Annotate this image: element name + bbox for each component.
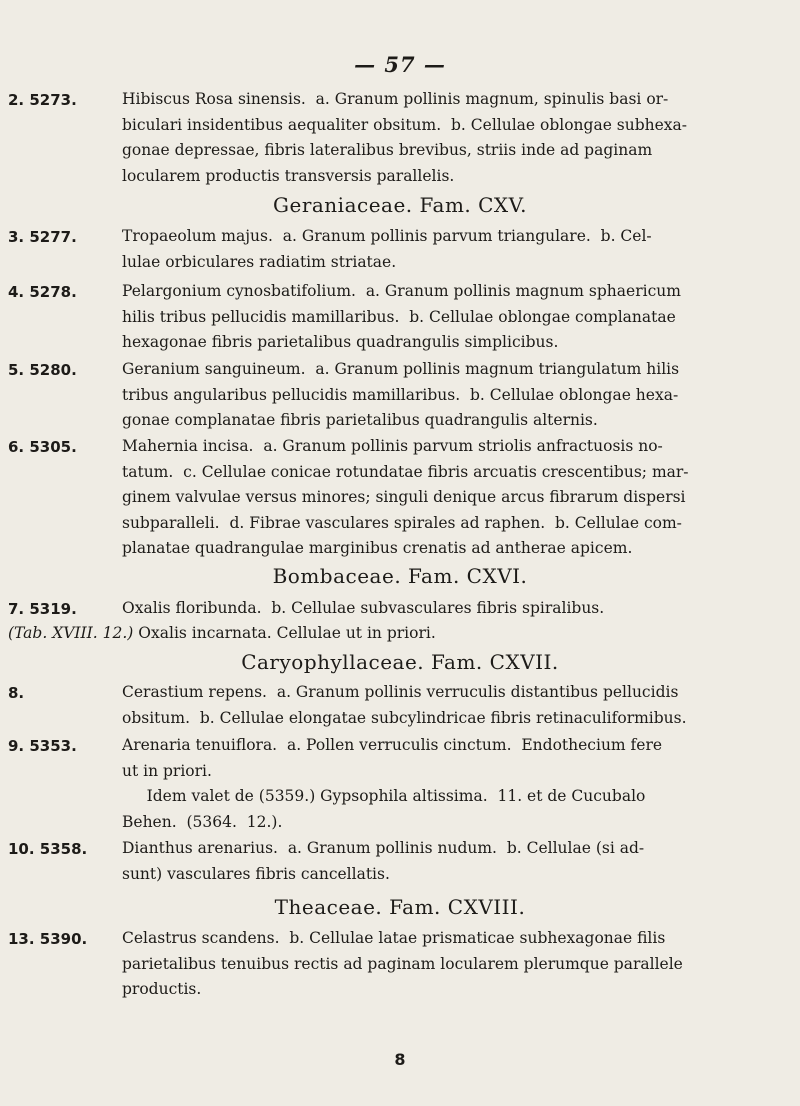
entry-number: 13. 5390. [8, 930, 88, 948]
entry-number: 10. 5358. [8, 840, 88, 858]
entry-number: 6. 5305. [8, 438, 77, 456]
entry-line: Dianthus arenarius. a. Granum pollinis nudum. b. Cellulae (si ad- [122, 839, 645, 857]
entry-line: Mahernia incisa. a. Granum pollinis parvum striolis anfractuosis no- [122, 437, 663, 455]
entry-line: Geranium sanguineum. a. Granum pollinis magnum triangulatum hilis [122, 360, 680, 378]
entry-line: Celastrus scandens. b. Cellulae latae prismaticae subhexagonae filis [122, 929, 666, 947]
family-heading: Geraniaceae. Fam. CXV. [273, 193, 527, 217]
entry-line: lulae orbiculares radiatim striatae. [122, 252, 397, 271]
page-header: — 57 — [354, 52, 446, 77]
family-heading: Bombaceae. Fam. CXVI. [272, 564, 528, 588]
entry-line: Oxalis floribunda. b. Cellulae subvasculares fibris spiralibus. [122, 599, 605, 617]
plate-reference: (Tab. XVIII. 12.) [8, 624, 134, 642]
entry-line: ginem valvulae versus minores; singuli denique arcus fibrarum dispersi [122, 488, 686, 507]
entry-line: hilis tribus pellucidis mamillaribus. b. Cellulae oblongae complanatae [122, 307, 676, 326]
entry-line: biculari insidentibus aequaliter obsitum. b. Cellulae oblongae subhexa- [122, 115, 688, 134]
entry-line: Pelargonium cynosbatifolium. a. Granum pollinis magnum sphaericum [122, 282, 681, 300]
family-heading: Caryophyllaceae. Fam. CXVII. [241, 650, 559, 674]
entry-line: locularem productis transversis parallelis. [122, 166, 455, 185]
entry-line: Arenaria tenuiflora. a. Pollen verruculis cinctum. Endothecium fere [122, 736, 663, 754]
entry-line: productis. [122, 980, 202, 999]
entry-line: gonae complanatae fibris parietalibus quadrangulis alternis. [122, 411, 598, 430]
entry-number: 3. 5277. [8, 228, 77, 246]
entry-line: sunt) vasculares fibris cancellatis. [122, 864, 390, 883]
entry-line: parietalibus tenuibus rectis ad paginam locularem plerumque parallele [122, 954, 683, 973]
entry-line: ut in priori. [122, 761, 212, 780]
entry-line: Tropaeolum majus. a. Granum pollinis parvum triangulare. b. Cel- [122, 227, 652, 245]
entry-line: hexagonae fibris parietalibus quadrangulis simplicibus. [122, 333, 559, 352]
entry-line: Hibiscus Rosa sinensis. a. Granum pollinis magnum, spinulis basi or- [122, 90, 669, 108]
entry-number: 7. 5319. [8, 600, 77, 618]
entry-line: planatae quadrangulae marginibus crenatis ad antherae apicem. [122, 539, 633, 558]
entry-line [8, 624, 436, 642]
entry-line: obsitum. b. Cellulae elongatae subcylindricae fibris retinaculiformibus. [122, 708, 687, 727]
entry-line: tribus angularibus pellucidis mamillaribus. b. Cellulae oblongae hexa- [122, 385, 679, 404]
entry-number: 8. [8, 684, 25, 702]
entry-number: 9. 5353. [8, 737, 77, 755]
family-heading: Theaceae. Fam. CXVIII. [274, 895, 526, 919]
entry-line: Idem valet de (5359.) Gypsophila altissima. 11. et de Cucubalo [122, 787, 646, 806]
entry-text: Oxalis incarnata. Cellulae ut in priori. [138, 624, 436, 642]
entry-line: Behen. (5364. 12.). [122, 812, 283, 831]
entry-line: subparalleli. d. Fibrae vasculares spirales ad raphen. b. Cellulae com- [122, 513, 682, 532]
entry-line: gonae depressae, fibris lateralibus brevibus, striis inde ad paginam [122, 141, 653, 160]
entry-line: tatum. c. Cellulae conicae rotundatae fibris arcuatis crescentibus; mar- [122, 462, 689, 481]
signature-mark: 8 [394, 1050, 406, 1069]
entry-number: 5. 5280. [8, 361, 77, 379]
entry-number: 4. 5278. [8, 283, 77, 301]
entry-line: Cerastium repens. a. Granum pollinis verruculis distantibus pellucidis [122, 683, 679, 701]
entry-number: 2. 5273. [8, 91, 77, 109]
